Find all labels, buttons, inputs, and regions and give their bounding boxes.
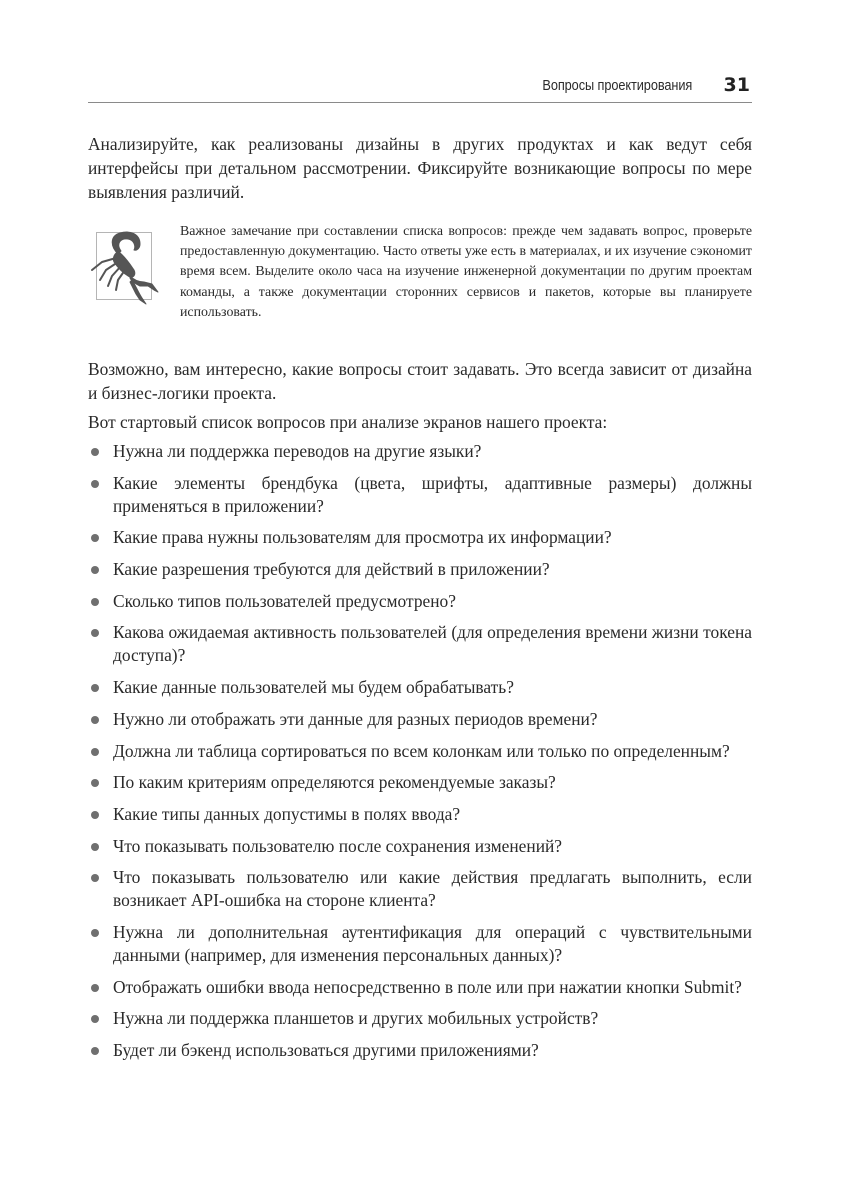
- scorpion-icon: [88, 224, 166, 304]
- list-intro-paragraph: Вот стартовый список вопросов при анализе экранов нашего проекта:: [88, 412, 608, 432]
- bullet-icon: [91, 448, 99, 456]
- bullet-icon: [91, 534, 99, 542]
- list-item: Какие элементы брендбука (цвета, шрифты, адаптивные размеры) должны применяться в приложении?: [88, 472, 752, 518]
- list-item: Какие права нужны пользователям для просмотра их информации?: [88, 526, 752, 549]
- bullet-icon: [91, 598, 99, 606]
- bullet-icon: [91, 1015, 99, 1023]
- bullet-icon: [91, 843, 99, 851]
- list-item: Какова ожидаемая активность пользователей (для определения времени жизни токена доступа)?: [88, 621, 752, 667]
- page-number: 31: [723, 74, 750, 96]
- list-item: Что показывать пользователю после сохранения изменений?: [88, 835, 752, 858]
- bullet-icon: [91, 811, 99, 819]
- list-item: Будет ли бэкенд использоваться другими приложениями?: [88, 1039, 752, 1062]
- bullet-icon: [91, 779, 99, 787]
- bullet-icon: [91, 984, 99, 992]
- bullet-icon: [91, 629, 99, 637]
- list-item: Нужна ли дополнительная аутентификация для операций с чувствительными данными (например, для изменения персональных данных)?: [88, 921, 752, 967]
- note-box: [88, 222, 752, 340]
- list-item: Какие разрешения требуются для действий в приложении?: [88, 558, 752, 581]
- list-item: Отображать ошибки ввода непосредственно в поле или при нажатии кнопки Submit?: [88, 976, 752, 999]
- bullet-icon: [91, 716, 99, 724]
- list-item: Что показывать пользователю или какие действия предлагать выполнить, если возникает API-ошибка на стороне клиента?: [88, 866, 752, 912]
- list-item: Нужно ли отображать эти данные для разных периодов времени?: [88, 708, 752, 731]
- bullet-icon: [91, 874, 99, 882]
- bullet-icon: [91, 480, 99, 488]
- list-item: Какие данные пользователей мы будем обрабатывать?: [88, 676, 752, 699]
- list-item: Нужна ли поддержка планшетов и других мобильных устройств?: [88, 1007, 752, 1030]
- questions-list: [88, 440, 752, 1071]
- note-text: Важное замечание при составлении списка вопросов: прежде чем задавать вопрос, проверьте предоставленную документацию. Часто ответы уже есть в материалах, и их изучение сэкономит время всем. Выделите около часа на изучение инженерной документации по другим проектам команды, а также документации сторонних сервисов и пакетов, которые вы планируете использовать.: [180, 224, 752, 320]
- list-item: Какие типы данных допустимы в полях ввода?: [88, 803, 752, 826]
- bullet-icon: [91, 748, 99, 756]
- bullet-icon: [91, 684, 99, 692]
- section-title: Вопросы проектирования: [542, 78, 692, 94]
- possible-questions-paragraph: Возможно, вам интересно, какие вопросы стоит задавать. Это всегда зависит от дизайна и бизнес-логики проекта.: [88, 359, 752, 403]
- intro-paragraph: Анализируйте, как реализованы дизайны в других продуктах и как ведут себя интерфейсы при детальном рассмотрении. Фиксируйте возникающие вопросы по мере выявления различий.: [88, 134, 752, 202]
- bullet-icon: [91, 1047, 99, 1055]
- bullet-icon: [91, 929, 99, 937]
- list-item: Сколько типов пользователей предусмотрено?: [88, 590, 752, 613]
- list-item: Нужна ли поддержка переводов на другие языки?: [88, 440, 752, 463]
- list-item: Должна ли таблица сортироваться по всем колонкам или только по определенным?: [88, 740, 752, 763]
- list-item: По каким критериям определяются рекомендуемые заказы?: [88, 771, 752, 794]
- bullet-icon: [91, 566, 99, 574]
- running-head: [88, 74, 752, 103]
